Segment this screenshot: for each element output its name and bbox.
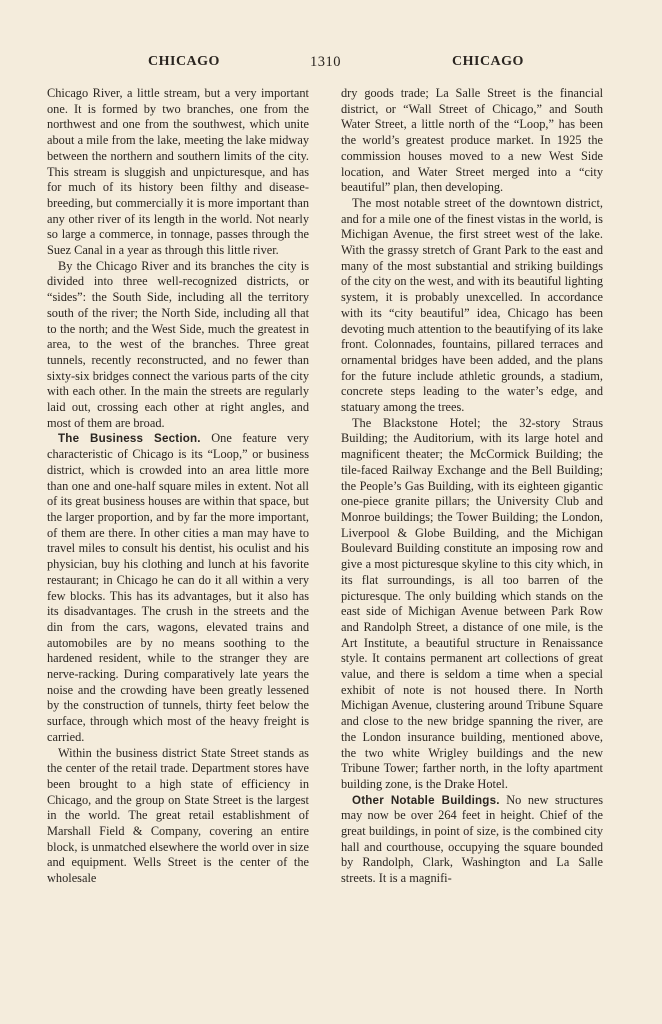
running-header xyxy=(48,54,614,76)
section-heading: The Business Section. xyxy=(58,432,201,446)
paragraph: The Blackstone Hotel; the 32-story Straus Building; the Auditorium, with its large hotel and magnificent theater; the McCormick Building; the tile-faced Railway Exchange and the Bell Building; the People’s Gas Building, with its eighteen gigantic one-piece granite pillars; the University Club and Monroe buildings; the Tower Building; the London, Liverpool & Globe Building, and the Michigan Boulevard Building constitute an imposing row and give a most picturesque skyline to this city which, in its flat surroundings, is all too barren of the picturesque. The only building which stands on the east side of Michigan Avenue between Park Row and Randolph Street, a distance of one mile, is the Art Institute, a beautiful structure in Renaissance style. It contains permanent art collections of great value, and there is seldom a time when a special exhibit of note is not housed there. In North Michigan Avenue, clustering around Tribune Square and close to the new bridge spanning the river, are the London insurance building, mentioned above, the two white Wrigley buildings and the new Tribune Tower; farther north, in the lofty apartment building zone, is the Drake Hotel. xyxy=(341,415,603,791)
right-column xyxy=(341,86,603,887)
section-heading: Other Notable Buildings. xyxy=(352,793,500,807)
paragraph-text: No new structures may now be over 264 feet in height. Chief of the great buildings, in point of size, is the combined city hall and courthouse, occupying the square bounded by Randolph, Clark, Washington and La Salle streets. It is a magnifi- xyxy=(341,792,603,886)
paragraph: Within the business district State Street stands as the center of the retail trade. Department stores have been brought to a high state of efficiency in Chicago, and the group on State Street is the largest in the world. The great retail establishment of Marshall Field & Company, covering an entire block, is unmatched elsewhere the world over in size and equipment. Wells Street is the center of the wholesale xyxy=(47,745,309,886)
paragraph: Chicago River, a little stream, but a very important one. It is formed by two branches, one from the northwest and one from the southwest, which unite about a mile from the lake, meeting the lake midway between the northern and southern limits of the city. This stream is sluggish and unpicturesque, and has for much of its history been filthy and disease-breeding, but commercially it is more important than any other river of its length in the world. Not nearly so large a commerce, in tonnage, passes through the Suez Canal in a year as through this little river. xyxy=(47,86,309,258)
paragraph xyxy=(341,793,603,887)
header-left-title: CHICAGO xyxy=(148,54,220,69)
paragraph: By the Chicago River and its branches the city is divided into three well-recognized districts, or “sides”: the South Side, including all the territory south of the river; the North Side, including all that to the north; and the West Side, much the greatest in area, to the west of the branches. Three great tunnels, recently reconstructed, and no fewer than sixty-six bridges connect the various parts of the city with each other. In the main the streets are regularly laid out, crossing each other at right angles, and most of them are broad. xyxy=(47,258,309,430)
header-right-title: CHICAGO xyxy=(452,54,524,69)
paragraph: The most notable street of the downtown district, and for a mile one of the finest vistas in the world, is Michigan Avenue, the first street west of the lake. With the grassy stretch of Grant Park to the east and many of the most substantial and striking buildings of the city on the west, and with its beautiful lighting system, it is probably unexcelled. In accordance with its “city beautiful” idea, Chicago has been devoting much attention to the beautifying of its lake front. Colonnades, fountains, pillared terraces and ornamental bridges have been added, and the plans for the future include athletic grounds, a stadium, concrete steps leading to the water’s edge, and statuary among the trees. xyxy=(341,195,603,415)
paragraph xyxy=(47,431,309,745)
paragraph-text: One feature very characteristic of Chicago is its “Loop,” or business district, which is crowded into an area little more than one and one-half square miles in extent. Not all of its great business houses are within that space, but the larger proportion, and by far the more important, of them are there. In other cities a man may have to travel miles to consult his dentist, his oculist and his physician, buy his clothing and lunch at his favorite restaurant; in Chicago he can do it all within a very few blocks. This has its advantages, but it also has its disadvantages. The crush in the streets and the din from the cars, wagons, elevated trains and automobiles are by no means soothing to the hardened resident, while to the stranger they are nerve-racking. During comparatively late years the noise and the crowding have been greatly lessened by the construction of tunnels, thirty feet below the surface, through which most of the heavy freight is carried. xyxy=(47,431,309,744)
left-column xyxy=(47,86,309,887)
page-number: 1310 xyxy=(310,54,341,70)
paragraph: dry goods trade; La Salle Street is the financial district, or “Wall Street of Chicago,” and South Water Street, a little north of the “Loop,” has been the world’s greatest produce market. In 1925 the commission houses moved to a new West Side location, and Water Street merged into a “city beautiful” plan, then developing. xyxy=(341,86,603,195)
